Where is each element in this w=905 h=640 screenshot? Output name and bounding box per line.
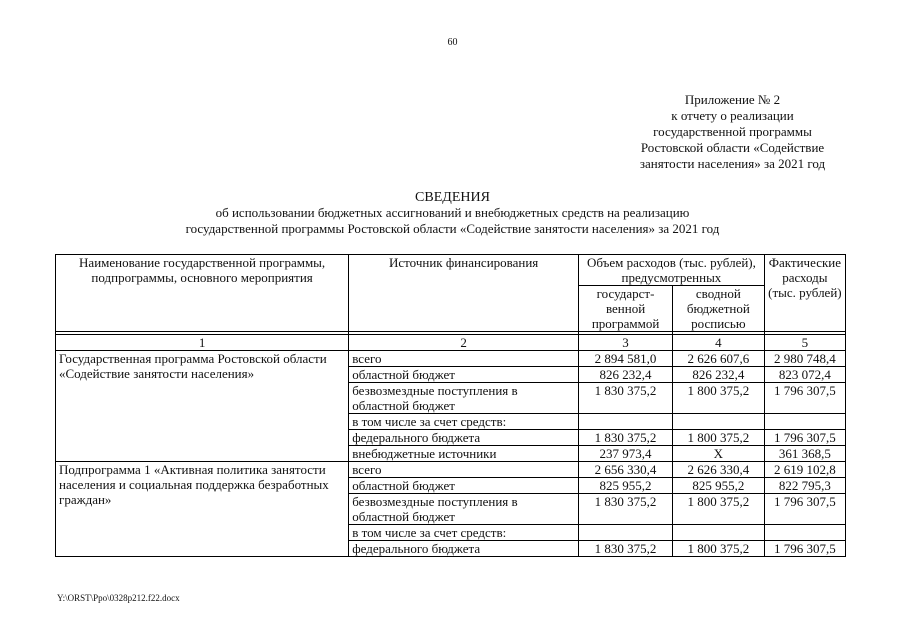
sbr-cell: 1 800 375,2 bbox=[672, 494, 764, 525]
sbr-cell: 1 800 375,2 bbox=[672, 541, 764, 557]
column-number: 4 bbox=[672, 335, 764, 351]
fact-cell: 1 796 307,5 bbox=[764, 494, 845, 525]
fact-cell: 822 795,3 bbox=[764, 478, 845, 494]
sbr-cell: 1 800 375,2 bbox=[672, 383, 764, 414]
header-fact: Фактические расходы (тыс. рублей) bbox=[764, 255, 845, 332]
gp-cell bbox=[579, 525, 673, 541]
header-gp: государст-венной программой bbox=[579, 286, 673, 332]
column-number: 2 bbox=[349, 335, 579, 351]
gp-cell: 825 955,2 bbox=[579, 478, 673, 494]
appendix-line: Приложение № 2 bbox=[684, 92, 781, 107]
subtitle-line: об использовании бюджетных ассигнований и внебюджетных средств на реализацию bbox=[215, 205, 690, 220]
appendix-line: Ростовской области «Содействие bbox=[640, 140, 825, 155]
expenditure-table bbox=[55, 254, 846, 557]
source-cell: всего bbox=[349, 462, 579, 478]
column-number: 5 bbox=[764, 335, 845, 351]
sbr-cell: 826 232,4 bbox=[672, 367, 764, 383]
fact-cell bbox=[764, 414, 845, 430]
document-title: СВЕДЕНИЯ bbox=[415, 190, 490, 205]
sbr-cell: 2 626 330,4 bbox=[672, 462, 764, 478]
sbr-cell: 1 800 375,2 bbox=[672, 430, 764, 446]
source-cell: внебюджетные источники bbox=[349, 446, 579, 462]
page-number: 60 bbox=[447, 37, 458, 48]
table-row bbox=[56, 462, 846, 478]
fact-cell: 1 796 307,5 bbox=[764, 430, 845, 446]
fact-cell: 2 980 748,4 bbox=[764, 351, 845, 367]
source-cell: областной бюджет bbox=[349, 367, 579, 383]
appendix-line: государственной программы bbox=[653, 124, 812, 139]
gp-cell: 1 830 375,2 bbox=[579, 541, 673, 557]
column-numbers-row bbox=[56, 335, 846, 351]
sbr-cell bbox=[672, 525, 764, 541]
subprogram-name: Подпрограмма 1 «Активная политика занятости населения и социальная поддержка безработных граждан» bbox=[56, 462, 349, 557]
table-row bbox=[56, 351, 846, 367]
fact-cell: 361 368,5 bbox=[764, 446, 845, 462]
source-cell: областной бюджет bbox=[349, 478, 579, 494]
fact-cell: 1 796 307,5 bbox=[764, 541, 845, 557]
source-cell: безвозмездные поступления в областной бюджет bbox=[349, 494, 579, 525]
gp-cell: 1 830 375,2 bbox=[579, 494, 673, 525]
program-name: Государственная программа Ростовской области «Содействие занятости населения» bbox=[56, 351, 349, 462]
source-cell: в том числе за счет средств: bbox=[349, 525, 579, 541]
appendix-block bbox=[560, 92, 905, 172]
document-subtitle bbox=[0, 205, 905, 237]
fact-cell: 823 072,4 bbox=[764, 367, 845, 383]
fact-cell bbox=[764, 525, 845, 541]
appendix-line: занятости населения» за 2021 год bbox=[639, 156, 826, 171]
sbr-cell: 825 955,2 bbox=[672, 478, 764, 494]
gp-cell: 1 830 375,2 bbox=[579, 430, 673, 446]
fact-cell: 1 796 307,5 bbox=[764, 383, 845, 414]
source-cell: в том числе за счет средств: bbox=[349, 414, 579, 430]
column-number: 3 bbox=[579, 335, 673, 351]
gp-cell: 1 830 375,2 bbox=[579, 383, 673, 414]
source-cell: всего bbox=[349, 351, 579, 367]
subtitle-line: государственной программы Ростовской области «Содействие занятости населения» за 2021 год bbox=[185, 221, 720, 236]
file-path-footer: Y:\ORST\Ppo\0328p212.f22.docx bbox=[57, 593, 180, 603]
header-volume: Объем расходов (тыс. рублей), предусмотренных bbox=[579, 255, 765, 286]
sbr-cell: 2 626 607,6 bbox=[672, 351, 764, 367]
source-cell: федерального бюджета bbox=[349, 430, 579, 446]
sbr-cell: X bbox=[672, 446, 764, 462]
column-number: 1 bbox=[56, 335, 349, 351]
header-source: Источник финансирования bbox=[349, 255, 579, 332]
gp-cell bbox=[579, 414, 673, 430]
gp-cell: 2 894 581,0 bbox=[579, 351, 673, 367]
gp-cell: 826 232,4 bbox=[579, 367, 673, 383]
header-sbr: сводной бюджетной росписью bbox=[672, 286, 764, 332]
sbr-cell bbox=[672, 414, 764, 430]
source-cell: безвозмездные поступления в областной бюджет bbox=[349, 383, 579, 414]
gp-cell: 237 973,4 bbox=[579, 446, 673, 462]
fact-cell: 2 619 102,8 bbox=[764, 462, 845, 478]
appendix-line: к отчету о реализации bbox=[671, 108, 794, 123]
gp-cell: 2 656 330,4 bbox=[579, 462, 673, 478]
source-cell: федерального бюджета bbox=[349, 541, 579, 557]
header-name: Наименование государственной программы, подпрограммы, основного мероприятия bbox=[56, 255, 349, 332]
